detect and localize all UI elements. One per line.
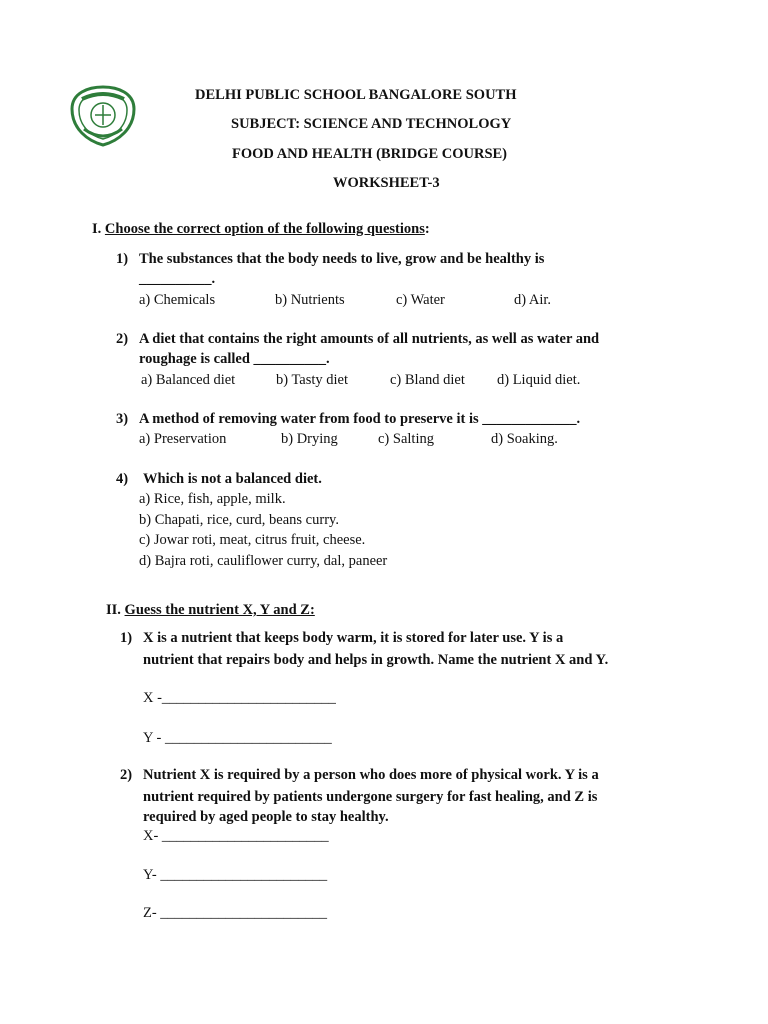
section-numeral: I. [92,221,102,237]
list-item: d) Bajra roti, cauliflower curry, dal, paneer [139,553,388,569]
option-d: d) Air. [514,292,552,308]
question-number: 1) [120,630,133,646]
heading-suffix: : [424,221,430,237]
option-a: a) Chemicals [139,292,216,308]
option-c: c) Bland diet [390,372,465,388]
answer-blank-x: X -________________________ [143,690,336,706]
question-number: 3) [116,411,129,427]
school-logo [68,85,138,147]
answer-blank-z: Z- _______________________ [143,905,328,921]
option-a: a) Balanced diet [141,372,236,388]
section-numeral: II. [106,602,121,618]
option-b: b) Tasty diet [276,372,349,388]
question-text: A method of removing water from food to preserve it is _____________. [139,411,581,427]
worksheet-title: WORKSHEET-3 [333,175,440,191]
question-number: 1) [116,251,129,267]
list-item: c) Jowar roti, meat, citrus fruit, cheese. [139,532,366,548]
question-text-cont: required by aged people to stay healthy. [143,809,389,825]
section-heading-text: Choose the correct option of the following questions [104,221,425,237]
section-heading-text: Guess the nutrient X, Y and Z: [124,602,315,618]
question-text: Which is not a balanced diet. [143,471,322,487]
school-name: DELHI PUBLIC SCHOOL BANGALORE SOUTH [195,87,517,103]
answer-blank-y: Y- _______________________ [143,867,328,883]
answer-blank-y: Y - _______________________ [143,730,332,746]
answer-blank-x: X- _______________________ [143,828,329,844]
section-1-heading [92,221,430,238]
question-text-cont: __________. [139,271,216,287]
option-d: d) Soaking. [491,431,558,447]
option-a: a) Preservation [139,431,227,447]
question-number: 2) [116,331,129,347]
question-text: A diet that contains the right amounts of all nutrients, as well as water and [139,331,600,347]
question-text-cont: roughage is called __________. [139,351,330,367]
option-b: b) Drying [281,431,338,447]
question-text: X is a nutrient that keeps body warm, it is stored for later use. Y is a [143,630,564,646]
topic-title: FOOD AND HEALTH (BRIDGE COURSE) [232,146,508,162]
option-c: c) Water [396,292,445,308]
list-item: b) Chapati, rice, curd, beans curry. [139,512,339,528]
question-text: Nutrient X is required by a person who does more of physical work. Y is a [143,767,599,783]
section-2-heading [106,602,315,619]
question-number: 4) [116,471,129,487]
question-text-cont: nutrient required by patients undergone surgery for fast healing, and Z is [143,789,598,805]
subject-title: SUBJECT: SCIENCE AND TECHNOLOGY [231,116,512,132]
option-d: d) Liquid diet. [497,372,581,388]
option-b: b) Nutrients [275,292,345,308]
question-text-cont: nutrient that repairs body and helps in growth. Name the nutrient X and Y. [143,652,609,668]
question-number: 2) [120,767,133,783]
question-text: The substances that the body needs to live, grow and be healthy is [139,251,545,267]
list-item: a) Rice, fish, apple, milk. [139,491,286,507]
option-c: c) Salting [378,431,434,447]
